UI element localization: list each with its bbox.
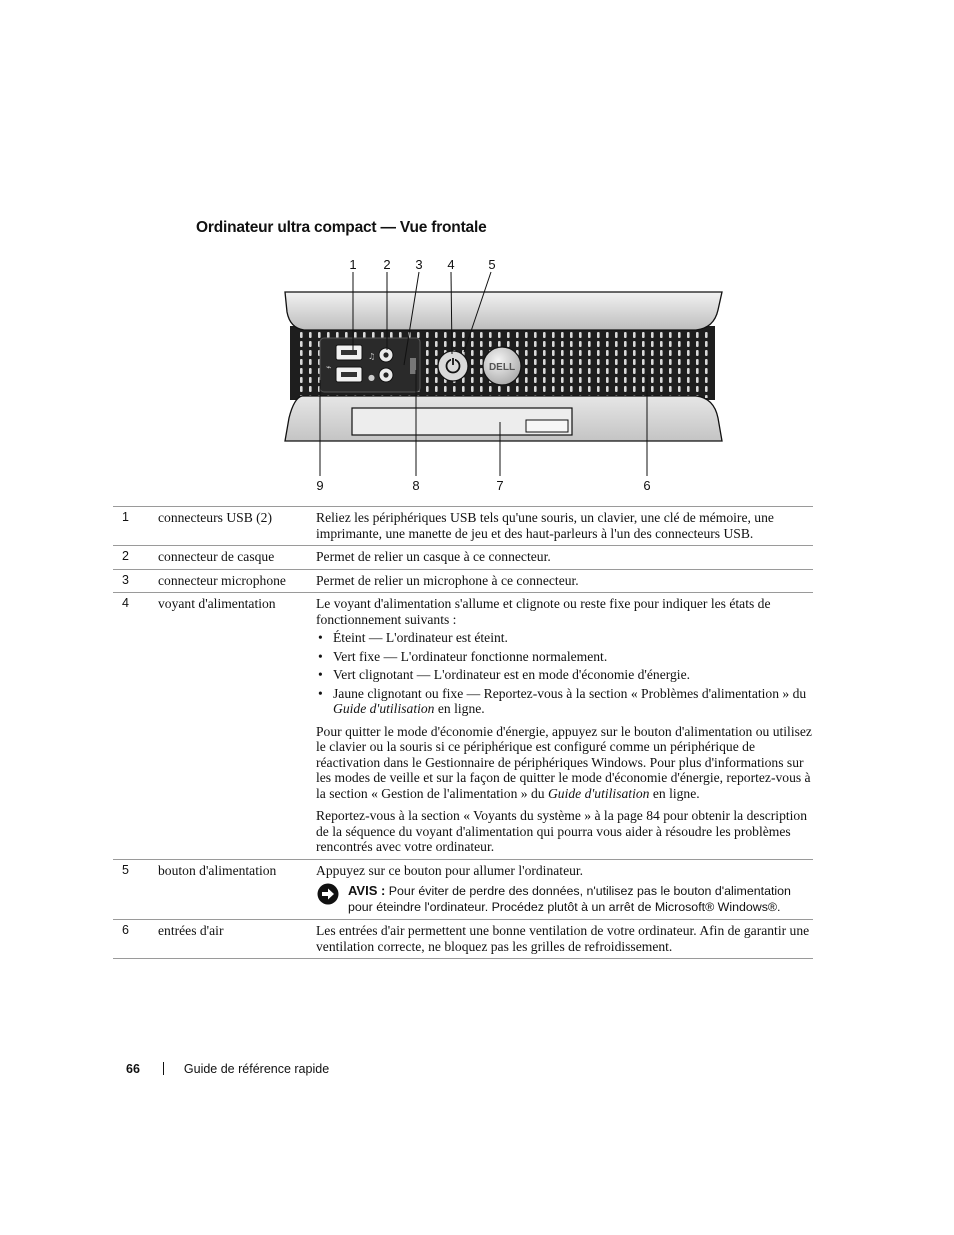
page-number: 66 (126, 1062, 140, 1076)
list-item: • Vert clignotant — L'ordinateur est en mode d'économie d'énergie. (316, 667, 813, 683)
callout-6: 6 (643, 478, 651, 493)
callout-2: 2 (383, 257, 391, 272)
component-name: connecteur de casque (158, 546, 316, 570)
power-light-intro: Le voyant d'alimentation s'allume et clignote ou reste fixe pour indiquer les états de fonctionnement suivants : (316, 596, 771, 627)
list-item: • Éteint — L'ordinateur est éteint. (316, 630, 813, 646)
notice-arrow-icon (317, 883, 339, 905)
usb-icon (326, 363, 331, 373)
component-description (316, 593, 813, 860)
callout-5: 5 (488, 257, 496, 272)
computer-illustration (270, 250, 740, 500)
svg-text:●: ● (368, 373, 375, 382)
callout-1: 1 (349, 257, 357, 272)
component-name: voyant d'alimentation (158, 593, 316, 860)
component-name: connecteur microphone (158, 569, 316, 593)
footer-divider (163, 1062, 164, 1075)
component-description: Les entrées d'air permettent une bonne ventilation de votre ordinateur. Afin de garantir une ventilation correcte, ne bloquez pas les grilles de refroidissement. (316, 920, 813, 959)
notice-text: Pour éviter de perdre des données, n'utilisez pas le bouton d'alimentation pour éteindre l'ordinateur. Procédez plutôt à un arrêt de Microsoft® Windows®. (348, 884, 791, 914)
power-light (410, 358, 416, 374)
headphone-icon (368, 352, 375, 361)
microphone-icon (368, 373, 375, 382)
list-item: • Vert fixe — L'ordinateur fonctionne normalement. (316, 649, 813, 665)
notice-box (316, 883, 813, 915)
section-heading: Ordinateur ultra compact — Vue frontale (196, 219, 487, 236)
logo-text: DELL (488, 362, 516, 373)
callout-4: 4 (447, 257, 455, 272)
table-row (113, 920, 813, 959)
table-row (113, 507, 813, 546)
component-name: connecteurs USB (2) (158, 507, 316, 546)
svg-text:⌁: ⌁ (326, 363, 332, 373)
footer-title: Guide de référence rapide (183, 1062, 330, 1076)
callout-3: 3 (415, 257, 423, 272)
power-light-states (316, 630, 813, 717)
svg-text:♫: ♫ (368, 352, 376, 361)
row-number: 6 (113, 920, 158, 959)
row-number: 3 (113, 569, 158, 593)
component-name: entrées d'air (158, 920, 316, 959)
component-description: Reliez les périphériques USB tels qu'une souris, un clavier, une clé de mémoire, une imprimante, une manette de jeu et des haut-parleurs à l'un des connecteurs USB. (316, 507, 813, 546)
system-lights-paragraph: Reportez-vous à la section « Voyants du système » à la page 84 pour obtenir la description de la séquence du voyant d'alimentation qui pourra vous aider à résoudre les problèmes rencontrés avec votre ordinateur. (316, 808, 808, 854)
table-row (113, 546, 813, 570)
row-number: 1 (113, 507, 158, 546)
component-description: Permet de relier un casque à ce connecteur. (316, 546, 813, 570)
page-footer (126, 1062, 329, 1076)
io-panel (320, 338, 420, 392)
callout-8: 8 (412, 478, 420, 493)
table-row (113, 569, 813, 593)
notice-label: AVIS : (348, 883, 386, 898)
table-row (113, 593, 813, 860)
components-table (113, 506, 813, 959)
computer-front-view-diagram (270, 250, 740, 500)
callout-7: 7 (496, 478, 504, 493)
drive-eject-button (526, 420, 568, 432)
list-item: • Jaune clignotant ou fixe — Reportez-vous à la section « Problèmes d'alimentation » du Guide d'utilisation en ligne. (316, 686, 813, 717)
guide-reference: Guide d'utilisation (547, 785, 650, 801)
component-name: bouton d'alimentation (158, 859, 316, 920)
component-description: Appuyez sur ce bouton pour allumer l'ordinateur. AVIS : Pour éviter de perdre des données, n'utilisez pas le bouton d'alimentation pour éteindre l'ordinateur. Procédez plutôt à un arrêt de Microsoft® Windows®. (316, 859, 813, 920)
power-saving-paragraph: Pour quitter le mode d'économie d'énergie, appuyez sur le bouton d'alimentation ou utilisez le clavier ou la souris si ce périphérique est configuré comme un périphérique de réactivation dans le Gestionnaire de périphériques Windows. Pour plus d'informations sur les modes de veille et sur la façon de quitter le mode d'économie d'énergie, reportez-vous à la section « Gestion de l'alimentation » du Guide d'utilisation en ligne. (316, 723, 812, 801)
guide-reference: Guide d'utilisation (333, 701, 435, 716)
row-number: 4 (113, 593, 158, 860)
top-cover (285, 292, 722, 330)
component-description: Permet de relier un microphone à ce connecteur. (316, 569, 813, 593)
row-number: 5 (113, 859, 158, 920)
table-row (113, 859, 813, 920)
callout-9: 9 (316, 478, 324, 493)
row-number: 2 (113, 546, 158, 570)
